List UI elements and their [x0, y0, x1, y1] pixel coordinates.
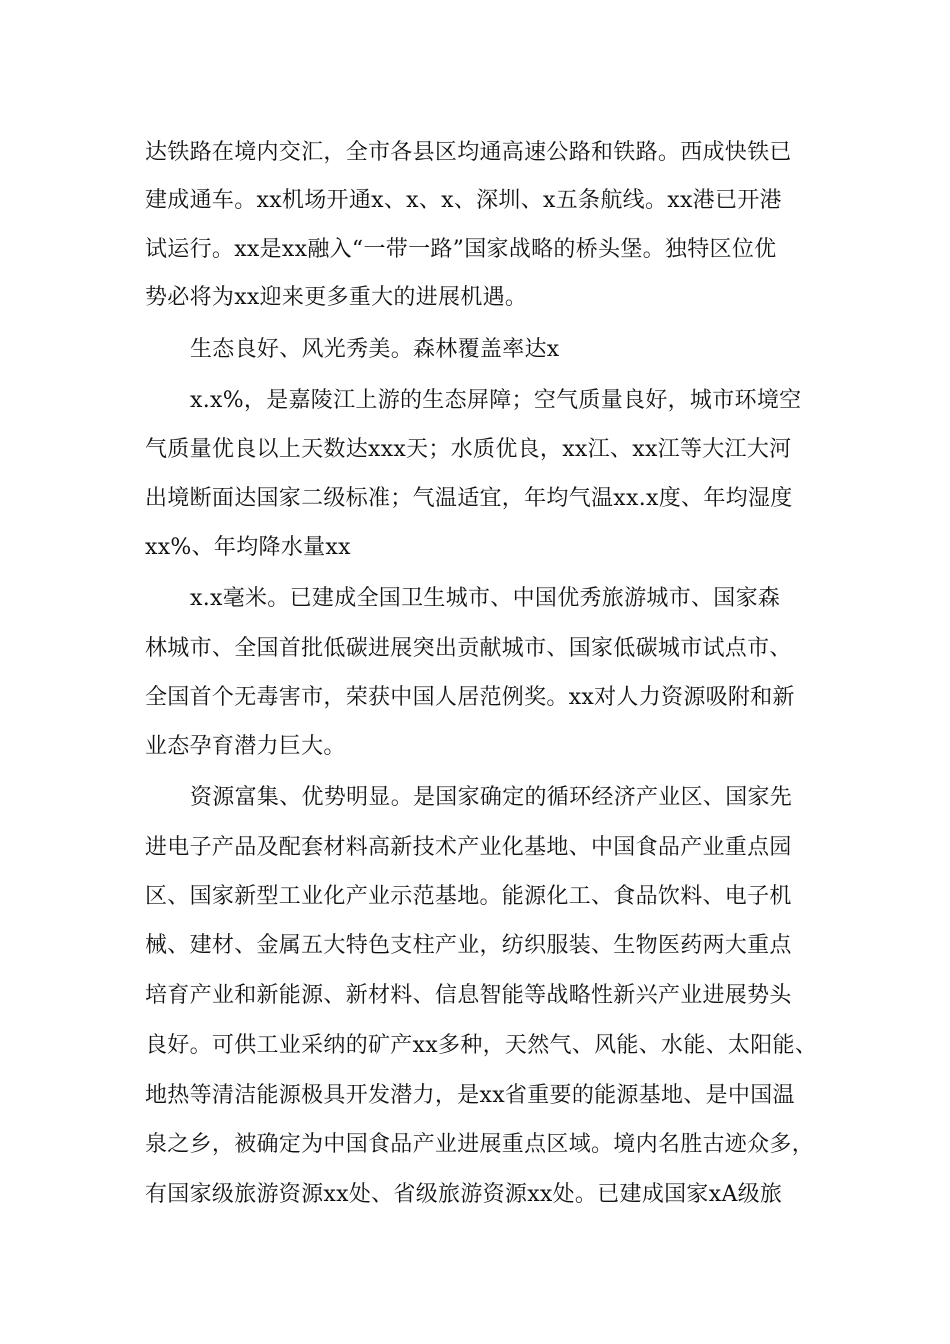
paragraph-start-line: 生态良好、风光秀美。森林覆盖率达x: [190, 337, 560, 362]
text-line: 良好。可供工业采纳的矿产xx多种，天然气、风能、水能、太阳能、: [145, 1033, 818, 1058]
text-line: 区、国家新型工业化产业示范基地。能源化工、食品饮料、电子机: [145, 884, 792, 909]
text-line: 械、建材、金属五大特色支柱产业，纺织服装、生物医药两大重点: [145, 933, 792, 958]
text-line: 进电子产品及配套材料高新技术产业化基地、中国食品产业重点园: [145, 835, 792, 860]
text-line: 培育产业和新能源、新材料、信息智能等战略性新兴产业进展势头: [145, 983, 792, 1008]
text-line: 林城市、全国首批低碳进展突出贡献城市、国家低碳城市试点市、: [145, 636, 792, 661]
text-line: xx%、年均降水量xx: [145, 535, 351, 560]
text-line: 出境断面达国家二级标准；气温适宜，年均气温xx.x度、年均湿度: [145, 486, 793, 511]
text-line: 试运行。xx是xx融入“一带一路”国家战略的桥头堡。独特区位优: [145, 237, 777, 262]
text-line: 气质量优良以上天数达xxx天；水质优良，xx江、xx江等大江大河: [145, 437, 792, 462]
text-line: 业态孕育潜力巨大。: [145, 734, 346, 759]
text-line: 势必将为xx迎来更多重大的进展机遇。: [145, 285, 528, 310]
text-line: 地热等清洁能源极具开发潜力，是xx省重要的能源基地、是中国温: [145, 1083, 795, 1108]
text-line: 建成通车。xx机场开通x、x、x、深圳、x五条航线。xx港已开港: [145, 188, 782, 213]
paragraph-start-line: 资源富集、优势明显。是国家确定的循环经济产业区、国家先: [190, 785, 793, 810]
text-line: 达铁路在境内交汇，全市各县区均通高速公路和铁路。西成快铁已: [145, 140, 792, 165]
text-line: 有国家级旅游资源xx处、省级旅游资源xx处。已建成国家xA级旅: [145, 1182, 783, 1207]
paragraph-start-line: x.x%，是嘉陵江上游的生态屏障；空气质量良好，城市环境空: [190, 388, 802, 413]
text-line: 全国首个无毒害市，荣获中国人居范例奖。xx对人力资源吸附和新: [145, 685, 795, 710]
text-line: 泉之乡，被确定为中国食品产业进展重点区域。境内名胜古迹众多，: [145, 1132, 815, 1157]
paragraph-start-line: x.x毫米。已建成全国卫生城市、中国优秀旅游城市、国家森: [190, 586, 781, 611]
